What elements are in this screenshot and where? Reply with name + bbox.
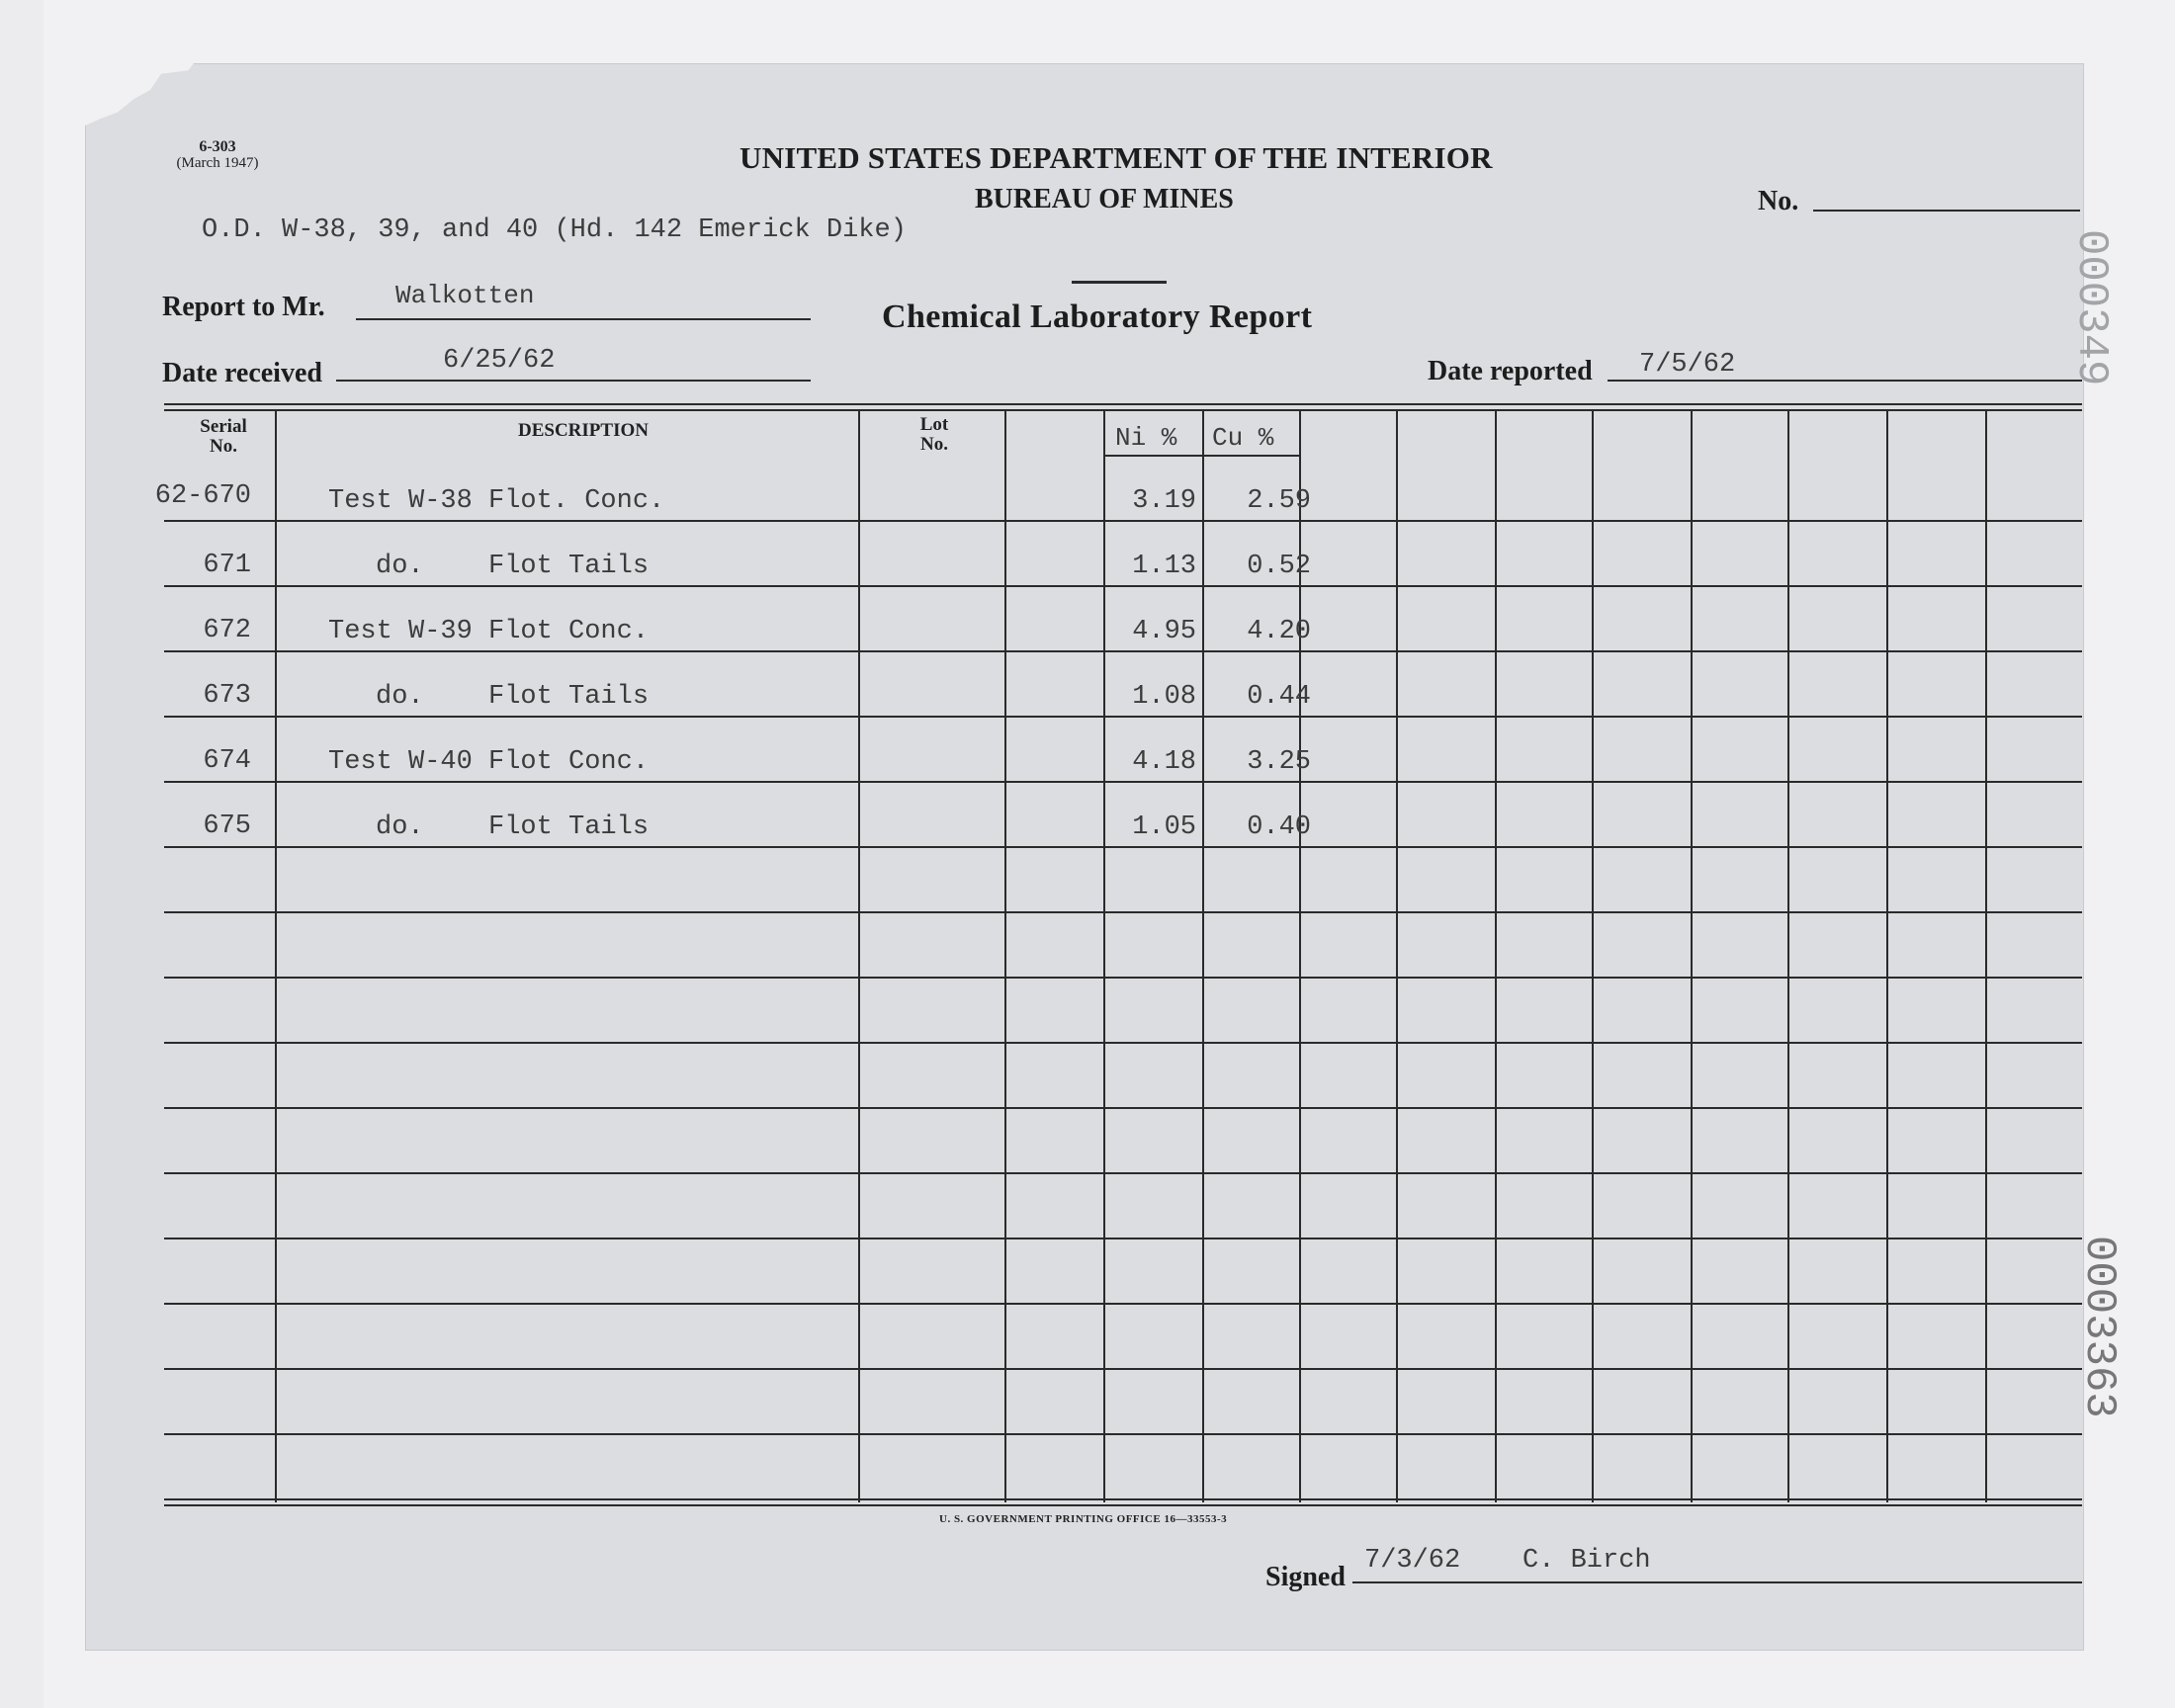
- row-rule: [164, 1172, 2082, 1174]
- copper-header: Cu %: [1212, 423, 1274, 453]
- description-prefix-cell: Test W-40: [328, 747, 473, 777]
- row-rule: [164, 1368, 2082, 1370]
- column-divider: [275, 409, 277, 1502]
- description-cell: Flot Tails: [488, 682, 650, 712]
- copper-cell: 0.52: [1247, 552, 1311, 581]
- copper-cell: 4.20: [1247, 617, 1311, 646]
- serial-cell: 674: [203, 746, 251, 776]
- signed-label: Signed: [1265, 1562, 1346, 1592]
- nickel-cell: 4.18: [1132, 747, 1196, 777]
- column-divider: [1592, 409, 1594, 1502]
- serial-header: Serial No.: [200, 416, 247, 457]
- description-prefix-cell: Test W-39: [328, 617, 473, 646]
- description-prefix-cell: do.: [376, 682, 424, 712]
- printing-office-note: U. S. GOVERNMENT PRINTING OFFICE 16—33553-3: [939, 1513, 1228, 1525]
- report-to-value: Walkotten: [395, 281, 535, 310]
- column-divider: [858, 409, 860, 1502]
- number-label: No.: [1758, 186, 1799, 216]
- date-received-value: 6/25/62: [443, 346, 556, 376]
- nickel-cell: 1.05: [1132, 812, 1196, 842]
- row-rule: [164, 1238, 2082, 1239]
- table-top-rule: [164, 403, 2082, 405]
- serial-cell: 673: [203, 681, 251, 711]
- form-code: 6-303: [199, 138, 236, 155]
- form-date: (March 1947): [176, 155, 259, 171]
- signed-date: 7/3/62: [1364, 1546, 1461, 1576]
- nickel-cell: 1.08: [1132, 682, 1196, 712]
- stamp-number-bottom: 0003363: [2074, 1236, 2124, 1418]
- column-divider: [1691, 409, 1693, 1502]
- date-received-line: [336, 380, 811, 382]
- report-to-line: [356, 318, 811, 320]
- serial-cell: 62-670: [154, 481, 251, 511]
- date-reported-label: Date reported: [1428, 356, 1593, 386]
- serial-cell: 672: [203, 616, 251, 645]
- row-rule: [164, 1303, 2082, 1305]
- row-rule: [164, 977, 2082, 979]
- column-divider: [1787, 409, 1789, 1502]
- order-reference: O.D. W-38, 39, and 40 (Hd. 142 Emerick Dike): [202, 215, 907, 245]
- description-prefix-cell: do.: [376, 552, 424, 581]
- description-prefix-cell: do.: [376, 812, 424, 842]
- description-prefix-cell: Test W-38: [328, 486, 473, 516]
- lot-header: Lot No.: [919, 414, 949, 455]
- stamp-number-top: 000349: [2066, 229, 2116, 386]
- nickel-cell: 3.19: [1132, 486, 1196, 516]
- copper-cell: 0.44: [1247, 682, 1311, 712]
- date-reported-line: [1608, 380, 2082, 382]
- table-bottom-rule: [164, 1498, 2082, 1500]
- nickel-header: Ni %: [1115, 423, 1177, 453]
- row-rule: [164, 781, 2082, 783]
- copper-cell: 2.59: [1247, 486, 1311, 516]
- column-divider: [1396, 409, 1398, 1502]
- copper-cell: 3.25: [1247, 747, 1311, 777]
- row-rule: [164, 1042, 2082, 1044]
- bureau-title: BUREAU OF MINES: [975, 184, 1234, 214]
- report-title: Chemical Laboratory Report: [882, 299, 1313, 335]
- description-cell: Flot Conc.: [488, 617, 650, 646]
- row-rule: [164, 1433, 2082, 1435]
- table-top-rule-2: [164, 409, 2082, 411]
- row-rule: [164, 520, 2082, 522]
- nickel-cell: 4.95: [1132, 617, 1196, 646]
- serial-cell: 671: [203, 551, 251, 580]
- column-divider: [1985, 409, 1987, 1502]
- date-reported-value: 7/5/62: [1639, 350, 1736, 380]
- row-rule: [164, 911, 2082, 913]
- table-bottom-rule-2: [164, 1504, 2082, 1506]
- column-divider: [1103, 409, 1105, 1502]
- title-dash: [1072, 281, 1167, 284]
- row-rule: [164, 585, 2082, 587]
- nickel-cell: 1.13: [1132, 552, 1196, 581]
- signature-line: [1352, 1581, 2082, 1583]
- signed-name: C. Birch: [1522, 1546, 1651, 1576]
- row-rule: [164, 650, 2082, 652]
- description-cell: Flot. Conc.: [488, 486, 665, 516]
- description-cell: Flot Tails: [488, 552, 650, 581]
- column-divider: [1886, 409, 1888, 1502]
- row-rule: [164, 846, 2082, 848]
- date-received-label: Date received: [162, 358, 322, 388]
- description-cell: Flot Tails: [488, 812, 650, 842]
- description-header: DESCRIPTION: [518, 420, 649, 441]
- column-divider: [1495, 409, 1497, 1502]
- report-to-label: Report to Mr.: [162, 292, 325, 322]
- column-divider: [1202, 409, 1204, 1502]
- description-cell: Flot Conc.: [488, 747, 650, 777]
- number-field-line: [1813, 210, 2080, 212]
- column-divider: [1004, 409, 1006, 1502]
- row-rule: [164, 1107, 2082, 1109]
- copper-cell: 0.40: [1247, 812, 1311, 842]
- department-title: UNITED STATES DEPARTMENT OF THE INTERIOR: [740, 140, 1493, 175]
- row-rule: [164, 716, 2082, 718]
- serial-cell: 675: [203, 811, 251, 841]
- header-underline: [1103, 455, 1301, 457]
